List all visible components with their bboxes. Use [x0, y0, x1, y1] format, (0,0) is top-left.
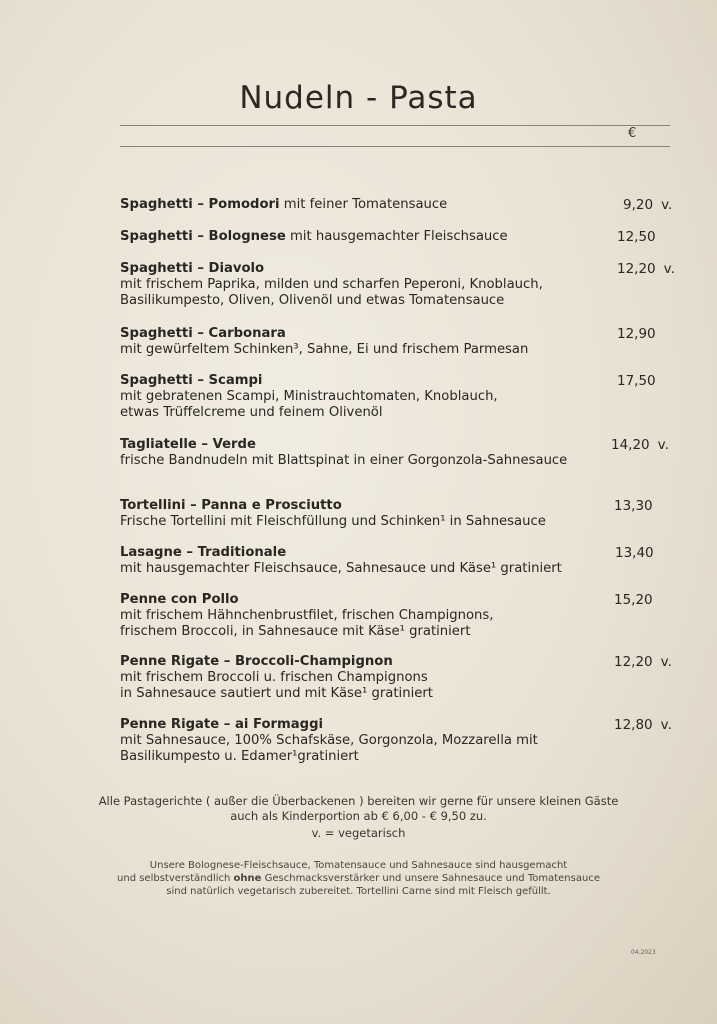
item-price: 12,20	[617, 261, 656, 277]
item-name: Penne con Pollo	[120, 592, 239, 607]
item-price-group	[617, 261, 675, 277]
item-price: 12,90	[617, 326, 656, 342]
item-description: etwas Trüffelcreme und feinem Olivenöl	[120, 405, 383, 420]
item-description: frischem Broccoli, in Sahnesauce mit Käse¹ gratiniert	[120, 624, 471, 639]
footer-line2-post: Geschmacksverstärker und unsere Sahnesauce und Tomatensauce	[261, 873, 600, 884]
item-name-line	[120, 654, 680, 670]
veg-legend: v. = vegetarisch	[311, 826, 406, 840]
menu-item	[120, 654, 680, 702]
item-description: mit hausgemachter Fleischsauce, Sahnesauce und Käse¹ gratiniert	[120, 561, 562, 576]
item-name: Spaghetti – Scampi	[120, 373, 263, 388]
item-price-group	[617, 326, 656, 342]
item-name: Spaghetti – Diavolo	[120, 261, 265, 276]
item-name: Penne Rigate – ai Formaggi	[120, 717, 324, 732]
item-name-line	[120, 545, 680, 561]
item-price: 12,80	[614, 717, 653, 733]
item-description-text: mit hausgemachter Fleischsauce	[289, 229, 508, 244]
item-price-group	[614, 592, 653, 608]
item-description: frische Bandnudeln mit Blattspinat in einer Gorgonzola-Sahnesauce	[120, 453, 568, 468]
bottom-divider	[120, 146, 670, 147]
item-description: Basilikumpesto u. Edamer¹gratiniert	[120, 749, 359, 764]
footer-note	[0, 859, 717, 898]
item-description: mit Sahnesauce, 100% Schafskäse, Gorgonzola, Mozzarella mit	[120, 733, 538, 748]
item-description: mit gewürfeltem Schinken³, Sahne, Ei und frischem Parmesan	[120, 342, 529, 357]
vegetarian-badge: v.	[657, 437, 669, 453]
item-price-group	[614, 498, 653, 514]
item-description-text: mit feiner Tomatensauce	[283, 197, 448, 212]
item-description: mit frischem Broccoli u. frischen Champignons	[120, 670, 428, 685]
footer-line2-pre: und selbstverständlich	[117, 873, 234, 884]
item-name: Spaghetti – Pomodori	[120, 197, 280, 212]
item-description: mit frischem Paprika, milden und scharfen Peperoni, Knoblauch,	[120, 277, 543, 292]
footer-line: Unsere Bolognese-Fleischsauce, Tomatensauce und Sahnesauce sind hausgemacht	[149, 860, 568, 871]
item-price-group	[617, 229, 656, 245]
item-name-line	[120, 717, 680, 733]
menu-item	[120, 229, 680, 245]
menu-item	[120, 373, 680, 421]
item-name-line	[120, 437, 680, 453]
date-stamp: 04.2023	[631, 949, 656, 956]
item-name: Tagliatelle – Verde	[120, 437, 256, 452]
item-description: mit gebratenen Scampi, Ministrauchtomaten, Knoblauch,	[120, 389, 498, 404]
footer-line: sind natürlich vegetarisch zubereitet. Tortellini Carne sind mit Fleisch gefüllt.	[166, 886, 551, 897]
item-name-line	[120, 498, 680, 514]
vegetarian-badge: v.	[660, 654, 672, 670]
item-price: 14,20	[611, 437, 650, 453]
item-price-group	[614, 717, 672, 733]
kids-note-line: auch als Kinderportion ab € 6,00 - € 9,50 zu.	[230, 809, 487, 823]
item-price-group	[615, 545, 654, 561]
kids-portion-note	[0, 794, 717, 824]
kids-note-line: Alle Pastagerichte ( außer die Überbackenen ) bereiten wir gerne für unsere kleinen Gäste	[98, 794, 619, 808]
menu-item	[120, 197, 680, 213]
item-price-group	[614, 654, 672, 670]
item-name-line	[120, 197, 680, 213]
item-name-line	[120, 261, 680, 277]
item-name-line	[120, 592, 680, 608]
item-price-group	[617, 373, 656, 389]
item-price: 17,50	[617, 373, 656, 389]
item-name: Tortellini – Panna e Prosciutto	[120, 498, 342, 513]
footer-line	[0, 872, 717, 885]
item-price: 12,20	[614, 654, 653, 670]
item-description-inline	[286, 229, 508, 244]
item-description: Basilikumpesto, Oliven, Olivenöl und etwas Tomatensauce	[120, 293, 505, 308]
vegetarian-badge: v.	[660, 717, 672, 733]
item-name: Penne Rigate – Broccoli-Champignon	[120, 654, 393, 669]
menu-item	[120, 261, 680, 309]
item-name-line	[120, 326, 680, 342]
item-name: Spaghetti – Bolognese	[120, 229, 286, 244]
item-price: 13,40	[615, 545, 654, 561]
item-name-line	[120, 229, 680, 245]
item-price-group	[611, 437, 669, 453]
top-divider	[120, 125, 670, 126]
menu-item	[120, 592, 680, 640]
item-name: Spaghetti – Carbonara	[120, 326, 286, 341]
item-description: Frische Tortellini mit Fleischfüllung und Schinken¹ in Sahnesauce	[120, 514, 546, 529]
footer-line2-bold: ohne	[233, 873, 262, 884]
item-price: 12,50	[617, 229, 656, 245]
item-name-line	[120, 373, 680, 389]
menu-item	[120, 326, 680, 358]
currency-header: €	[628, 126, 637, 141]
vegetarian-badge: v.	[663, 261, 675, 277]
page-title: Nudeln - Pasta	[239, 80, 478, 116]
item-name: Lasagne – Traditionale	[120, 545, 287, 560]
item-description: mit frischem Hähnchenbrustfilet, frischen Champignons,	[120, 608, 494, 623]
menu-item	[120, 437, 680, 469]
item-description-inline	[280, 197, 448, 212]
item-description: in Sahnesauce sautiert und mit Käse¹ gratiniert	[120, 686, 433, 701]
item-price: 13,30	[614, 498, 653, 514]
item-price-group	[623, 197, 672, 213]
menu-item	[120, 717, 680, 765]
item-price: 15,20	[614, 592, 653, 608]
menu-item	[120, 545, 680, 577]
menu-item	[120, 498, 680, 530]
item-price: 9,20	[623, 197, 654, 213]
vegetarian-badge: v.	[661, 197, 673, 213]
